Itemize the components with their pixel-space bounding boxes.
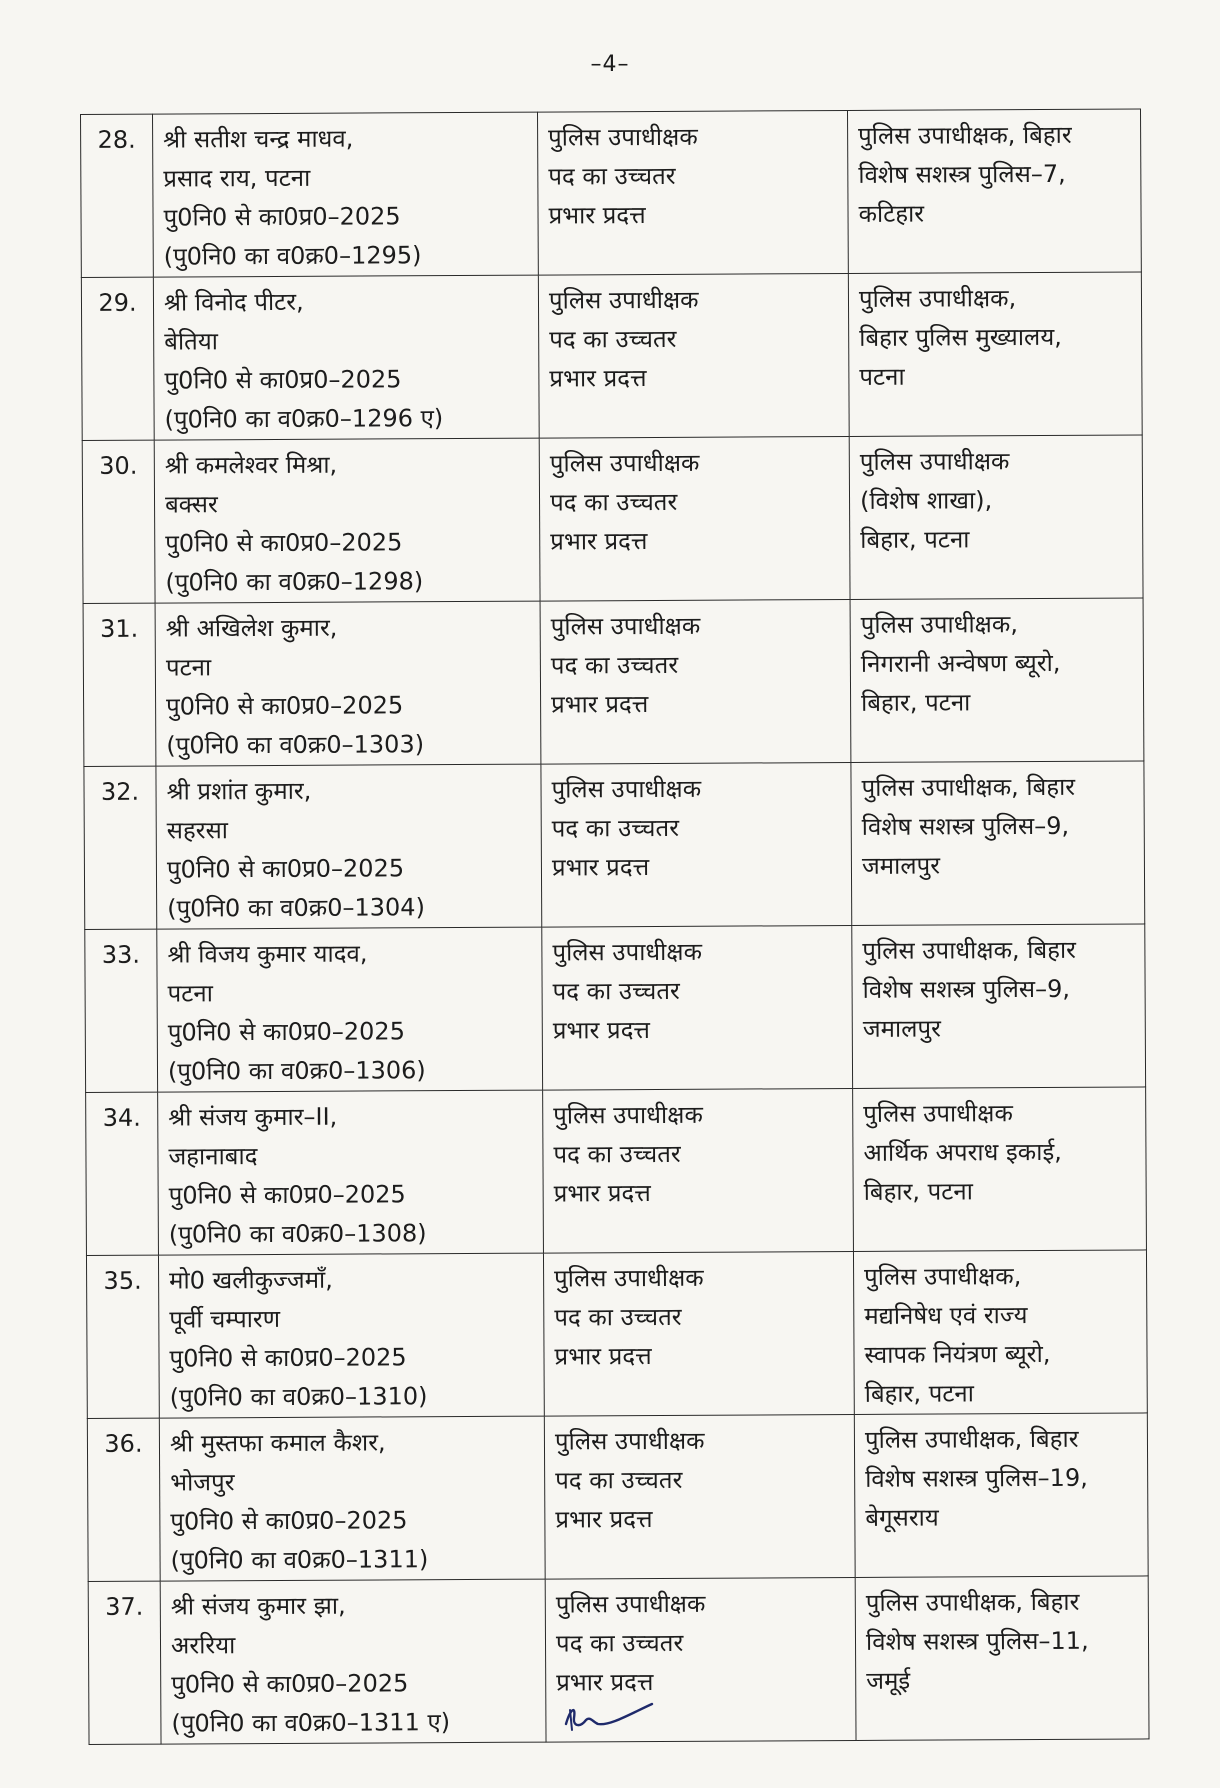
posting-line: जमूई	[866, 1666, 911, 1695]
posting-line: बिहार, पटना	[863, 1177, 973, 1206]
posting-line: पुलिस उपाधीक्षक, बिहार	[862, 935, 1077, 965]
action-cell	[538, 273, 849, 438]
serial-number-cell: 32.	[84, 766, 157, 929]
officer-name-cell	[156, 764, 542, 929]
table-row	[81, 272, 1142, 441]
posting-line: पुलिस उपाधीक्षक, बिहार	[864, 1424, 1079, 1454]
officer-name-line: बक्सर	[164, 490, 218, 519]
action-line: पद का उच्चतर	[549, 487, 678, 517]
action-line: प्रभार प्रदत्त	[552, 1016, 651, 1045]
action-line: पुलिस उपाधीक्षक	[554, 1426, 705, 1456]
officer-name-line: (पु0नि0 का व0क्र0–1311)	[170, 1545, 429, 1575]
posting-line: बिहार पुलिस मुख्यालय,	[859, 322, 1062, 352]
officer-name-line: पु0नि0 से का0प्र0–2025	[164, 365, 402, 395]
officer-name-line: पटना	[165, 653, 212, 682]
posting-cell	[850, 598, 1144, 763]
posting-line: निगरानी अन्वेषण ब्यूरो,	[860, 648, 1061, 678]
officer-name-line: पु0नि0 से का0प्र0–2025	[163, 202, 401, 232]
serial-number-cell: 34.	[86, 1092, 159, 1255]
page-number: –4–	[590, 52, 630, 77]
officer-name-cell	[159, 1416, 545, 1581]
serial-number-cell: 36.	[87, 1418, 160, 1581]
table-row	[87, 1413, 1148, 1582]
officer-name-line: जहानाबाद	[168, 1142, 258, 1171]
table-row	[86, 1087, 1147, 1256]
officer-name-line: अररिया	[170, 1631, 236, 1660]
action-line: पुलिस उपाधीक्षक	[548, 122, 698, 152]
officer-name-line: पु0नि0 से का0प्र0–2025	[168, 1180, 406, 1210]
officer-name-line: (पु0नि0 का व0क्र0–1311 ए)	[171, 1708, 451, 1738]
posting-line: स्वापक नियंत्रण ब्यूरो,	[864, 1339, 1051, 1369]
posting-cell	[852, 924, 1146, 1089]
action-line: पद का उच्चतर	[555, 1628, 684, 1658]
officer-name-line: श्री संजय कुमार झा,	[170, 1591, 346, 1621]
action-line: पद का उच्चतर	[550, 650, 679, 680]
officer-name-line: श्री विनोद पीटर,	[163, 287, 304, 317]
action-line: प्रभार प्रदत्त	[553, 1179, 651, 1208]
action-line: पुलिस उपाधीक्षक	[555, 1589, 706, 1619]
serial-number-cell: 30.	[82, 440, 155, 603]
officer-name-line: (पु0नि0 का व0क्र0–1295)	[163, 241, 422, 271]
officer-name-line: श्री कमलेश्वर मिश्रा,	[164, 450, 338, 480]
action-line: प्रभार प्रदत्त	[549, 364, 647, 393]
posting-table	[80, 108, 1150, 1745]
posting-line: विशेष सशस्त्र पुलिस–9,	[861, 811, 1070, 841]
officer-name-line: पु0नि0 से का0प्र0–2025	[165, 528, 403, 558]
officer-name-line: पु0नि0 से का0प्र0–2025	[166, 691, 404, 721]
officer-name-line: श्री संजय कुमार–II,	[168, 1102, 338, 1132]
officer-name-cell	[153, 112, 539, 277]
officer-name-line: (पु0नि0 का व0क्र0–1308)	[168, 1219, 427, 1249]
officer-name-line: (पु0नि0 का व0क्र0–1296 ए)	[164, 404, 444, 434]
officer-name-line: (पु0नि0 का व0क्र0–1303)	[166, 730, 425, 760]
posting-line: पुलिस उपाधीक्षक	[859, 447, 1010, 476]
posting-cell	[851, 761, 1145, 926]
action-cell	[539, 436, 850, 601]
document-sheet	[80, 108, 1149, 1745]
action-line: प्रभार प्रदत्त	[548, 201, 646, 230]
posting-cell	[855, 1576, 1149, 1741]
posting-line: बिहार, पटना	[861, 688, 971, 717]
posting-line: (विशेष शाखा),	[859, 486, 993, 515]
officer-name-line: बेतिया	[164, 327, 219, 356]
officer-name-line: (पु0नि0 का व0क्र0–1304)	[167, 893, 425, 923]
officer-name-line: पु0नि0 से का0प्र0–2025	[166, 854, 405, 884]
action-line: पद का उच्चतर	[555, 1465, 683, 1495]
officer-name-line: प्रसाद राय, पटना	[163, 163, 311, 193]
posting-line: जमालपुर	[861, 851, 941, 880]
table-row	[84, 761, 1145, 930]
officer-name-cell	[158, 1253, 544, 1418]
officer-name-line: पूर्वी चम्पारण	[169, 1304, 281, 1334]
posting-line: कटिहार	[858, 199, 925, 228]
posting-cell	[853, 1087, 1147, 1252]
posting-line: पुलिस उपाधीक्षक,	[858, 284, 1017, 313]
posting-cell	[849, 435, 1143, 600]
action-line: पद का उच्चतर	[548, 161, 676, 191]
table-row	[81, 109, 1142, 278]
officer-name-cell	[154, 438, 540, 603]
posting-line: पटना	[859, 362, 905, 391]
action-line: प्रभार प्रदत्त	[551, 853, 650, 882]
serial-number-cell: 35.	[86, 1255, 159, 1418]
officer-name-line: पु0नि0 से का0प्र0–2025	[169, 1343, 407, 1373]
officer-name-line: (पु0नि0 का व0क्र0–1298)	[165, 567, 424, 597]
signature-mark	[560, 1690, 660, 1740]
officer-name-line: पु0नि0 से का0प्र0–2025	[170, 1506, 408, 1536]
officer-name-line: श्री अखिलेश कुमार,	[165, 613, 338, 643]
officer-name-line: श्री सतीश चन्द्र माधव,	[163, 124, 354, 154]
posting-line: पुलिस उपाधीक्षक, बिहार	[865, 1587, 1080, 1617]
officer-name-line: श्री विजय कुमार यादव,	[167, 939, 368, 969]
action-line: प्रभार प्रदत्त	[554, 1342, 652, 1371]
action-cell	[537, 110, 848, 275]
posting-line: जमालपुर	[862, 1014, 941, 1043]
posting-line: विशेष सशस्त्र पुलिस–19,	[865, 1463, 1088, 1493]
officer-name-line: पु0नि0 से का0प्र0–2025	[167, 1017, 406, 1047]
posting-line: पुलिस उपाधीक्षक,	[864, 1262, 1022, 1291]
serial-number-cell: 31.	[83, 603, 156, 766]
posting-cell	[847, 109, 1141, 274]
posting-line: पुलिस उपाधीक्षक, बिहार	[861, 772, 1076, 802]
action-cell	[543, 1088, 854, 1253]
action-line: पद का उच्चतर	[549, 324, 677, 354]
officer-name-cell	[160, 1579, 546, 1744]
officer-name-cell	[157, 927, 543, 1092]
posting-cell	[848, 272, 1142, 437]
action-line: पुलिस उपाधीक्षक	[553, 1100, 703, 1130]
officer-name-line: (पु0नि0 का व0क्र0–1306)	[167, 1056, 426, 1086]
posting-cell	[854, 1413, 1148, 1578]
action-line: पुलिस उपाधीक्षक	[552, 937, 703, 967]
action-cell	[544, 1414, 855, 1579]
action-line: प्रभार प्रदत्त	[550, 527, 648, 556]
officer-name-line: श्री मुस्तफा कमाल कैशर,	[169, 1428, 386, 1458]
action-line: पद का उच्चतर	[551, 813, 680, 843]
posting-line: पुलिस उपाधीक्षक	[863, 1099, 1013, 1128]
posting-line: मद्यनिषेध एवं राज्य	[864, 1301, 1028, 1330]
officer-name-line: श्री प्रशांत कुमार,	[166, 776, 312, 806]
serial-number-cell: 37.	[88, 1581, 161, 1744]
action-line: पद का उच्चतर	[554, 1302, 682, 1332]
posting-line: पुलिस उपाधीक्षक,	[860, 610, 1018, 639]
action-cell	[542, 925, 853, 1090]
action-cell	[540, 599, 851, 764]
officer-name-cell	[153, 275, 539, 440]
action-cell	[543, 1251, 854, 1416]
posting-line: विशेष सशस्त्र पुलिस–9,	[862, 974, 1071, 1004]
officer-name-line: पटना	[167, 979, 213, 1008]
officer-name-line: सहरसा	[166, 816, 229, 845]
officer-name-cell	[158, 1090, 544, 1255]
action-line: पद का उच्चतर	[552, 976, 680, 1006]
officer-name-line: पु0नि0 से का0प्र0–2025	[171, 1669, 409, 1699]
officer-name-cell	[155, 601, 541, 766]
posting-line: विशेष सशस्त्र पुलिस–7,	[858, 159, 1066, 189]
officer-name-line: (पु0नि0 का व0क्र0–1310)	[169, 1382, 428, 1412]
serial-number-cell: 28.	[81, 114, 154, 277]
action-line: प्रभार प्रदत्त	[556, 1668, 654, 1697]
action-line: पुलिस उपाधीक्षक	[550, 611, 701, 641]
serial-number-cell: 29.	[81, 277, 154, 440]
posting-line: पुलिस उपाधीक्षक, बिहार	[858, 120, 1072, 150]
action-line: पुलिस उपाधीक्षक	[551, 774, 702, 804]
posting-line: बेगूसराय	[865, 1503, 939, 1532]
action-line: प्रभार प्रदत्त	[551, 690, 649, 719]
action-line: पुलिस उपाधीक्षक	[554, 1263, 704, 1293]
posting-line: बिहार, पटना	[860, 525, 970, 554]
action-line: पद का उच्चतर	[553, 1139, 681, 1169]
officer-name-line: भोजपुर	[170, 1468, 235, 1497]
action-cell	[541, 762, 852, 927]
action-line: पुलिस उपाधीक्षक	[549, 448, 700, 478]
action-line: पुलिस उपाधीक्षक	[548, 285, 699, 315]
posting-line: विशेष सशस्त्र पुलिस–11,	[865, 1626, 1089, 1656]
action-line: प्रभार प्रदत्त	[555, 1505, 653, 1534]
table-row	[86, 1250, 1147, 1419]
posting-line: बिहार, पटना	[864, 1379, 975, 1408]
posting-line: आर्थिक अपराध इकाई,	[863, 1137, 1062, 1167]
serial-number-cell: 33.	[85, 929, 158, 1092]
table-row	[85, 924, 1146, 1093]
table-row	[83, 598, 1144, 767]
table-row	[82, 435, 1143, 604]
posting-cell	[853, 1250, 1147, 1415]
officer-name-line: मो0 खलीकुज्जमाँ,	[169, 1265, 333, 1295]
